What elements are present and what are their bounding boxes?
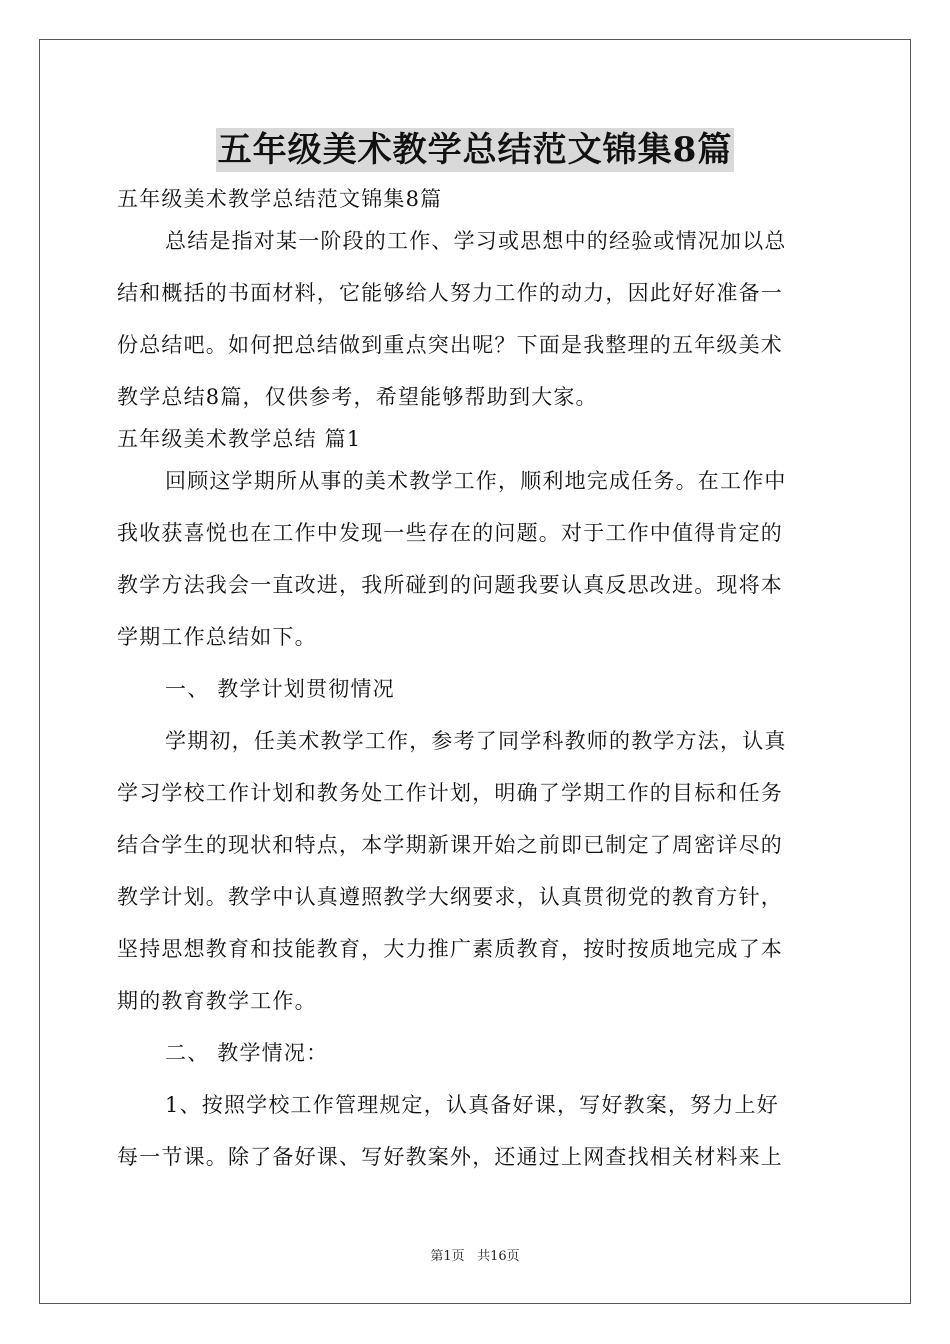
title-container (0, 128, 950, 172)
part1-line: 学习学校工作计划和教务处工作计划，明确了学期工作的目标和任务 (117, 781, 783, 805)
intro-line: 结和概括的书面材料，它能够给人努力工作的动力，因此好好准备一 (117, 281, 783, 305)
part1-line: 学期初，任美术教学工作，参考了同学科教师的教学方法，认真 (165, 729, 787, 753)
part1-line: 期的教育教学工作。 (117, 989, 317, 1013)
intro-line: 教学总结8篇，仅供参考，希望能够帮助到大家。 (117, 385, 598, 409)
section1-line: 回顾这学期所从事的美术教学工作，顺利地完成任务。在工作中 (165, 469, 787, 493)
part2-line: 每一节课。除了备好课、写好教案外，还通过上网查找相关材料来上 (117, 1145, 783, 1169)
part1-heading: 一、 教学计划贯彻情况 (165, 677, 395, 701)
part2-line: 1、按照学校工作管理规定，认真备好课，写好教案，努力上好 (165, 1093, 779, 1117)
part2-heading: 二、 教学情况： (165, 1041, 329, 1065)
page-total: 共16页 (477, 1249, 520, 1264)
section1-line: 教学方法我会一直改进，我所碰到的问题我要认真反思改进。现将本 (117, 573, 783, 597)
document-body (117, 180, 837, 1190)
page-number: 第1页 (430, 1249, 465, 1264)
part1-line: 坚持思想教育和技能教育，大力推广素质教育，按时按质地完成了本 (117, 937, 783, 961)
intro-line: 份总结吧。如何把总结做到重点突出呢？下面是我整理的五年级美术 (117, 333, 783, 357)
document-subtitle: 五年级美术教学总结范文锦集8篇 (117, 187, 443, 211)
part1-line: 结合学生的现状和特点，本学期新课开始之前即已制定了周密详尽的 (117, 833, 783, 857)
section1-line: 我收获喜悦也在工作中发现一些存在的问题。对于工作中值得肯定的 (117, 521, 783, 545)
section1-line: 学期工作总结如下。 (117, 625, 317, 649)
intro-line: 总结是指对某一阶段的工作、学习或思想中的经验或情况加以总 (165, 229, 787, 253)
page-footer (0, 1248, 950, 1266)
part1-line: 教学计划。教学中认真遵照教学大纲要求，认真贯彻党的教育方针， (117, 885, 783, 909)
document-title: 五年级美术教学总结范文锦集8篇 (217, 130, 733, 170)
section-heading: 五年级美术教学总结 篇1 (117, 427, 362, 451)
